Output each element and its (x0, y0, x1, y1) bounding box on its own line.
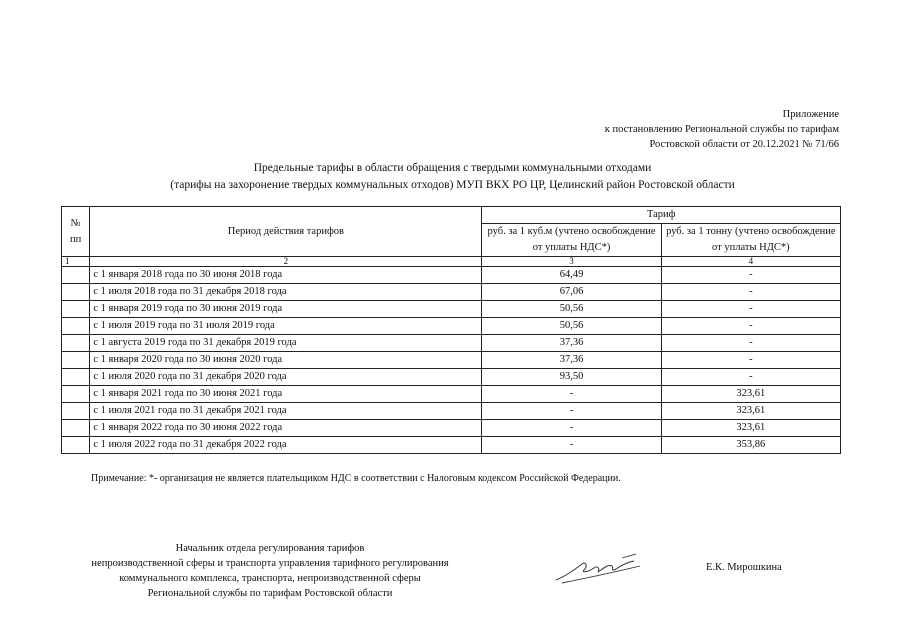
table-row (62, 403, 841, 420)
row-num (62, 284, 90, 301)
row-num (62, 267, 90, 284)
row-tariff-ton: 323,61 (661, 386, 840, 403)
row-tariff-ton: - (661, 267, 840, 284)
table-row (62, 267, 841, 284)
row-tariff-ton: 353,86 (661, 437, 840, 454)
row-tariff-ton: - (661, 352, 840, 369)
row-period: с 1 июля 2018 года по 31 декабря 2018 года (90, 284, 482, 301)
table-row (62, 335, 841, 352)
row-period: с 1 июля 2021 года по 31 декабря 2021 года (90, 403, 482, 420)
position-line-2: непроизводственной сферы и транспорта управления тарифного регулирования (91, 558, 449, 569)
signer-name: Е.К. Мирошкина (706, 562, 782, 573)
position-line-3: коммунального комплекса, транспорта, непроизводственной сферы (119, 573, 421, 584)
position-line-1: Начальник отдела регулирования тарифов (175, 543, 365, 554)
row-tariff-ton: - (661, 284, 840, 301)
header-period: Период действия тарифов (90, 207, 482, 257)
appendix-header (605, 107, 839, 152)
tariffs-table (61, 206, 841, 454)
position-line-4: Региональной службы по тарифам Ростовской области (147, 588, 393, 599)
row-period: с 1 января 2019 года по 30 июня 2019 года (90, 301, 482, 318)
table-row (62, 318, 841, 335)
table-row (62, 352, 841, 369)
row-period: с 1 июля 2022 года по 31 декабря 2022 года (90, 437, 482, 454)
title-line-2: (тарифы на захоронение твердых коммунальных отходов) МУП ВКХ РО ЦР, Целинский район Ростовской области (170, 179, 735, 191)
table-row (62, 301, 841, 318)
row-tariff-m3: 67,06 (482, 284, 661, 301)
handwritten-signature (552, 552, 652, 588)
column-index: 1 (62, 257, 90, 267)
row-tariff-m3: - (482, 386, 661, 403)
row-tariff-m3: 50,56 (482, 301, 661, 318)
header-unit-m3: руб. за 1 куб.м (учтено освобождение от уплаты НДС*) (482, 224, 661, 257)
table-row (62, 420, 841, 437)
row-period: с 1 января 2022 года по 30 июня 2022 года (90, 420, 482, 437)
row-tariff-ton: - (661, 318, 840, 335)
column-index: 4 (661, 257, 840, 267)
header-unit-ton: руб. за 1 тонну (учтено освобождение от уплаты НДС*) (661, 224, 840, 257)
row-period: с 1 января 2020 года по 30 июня 2020 года (90, 352, 482, 369)
document-title (0, 160, 905, 194)
row-tariff-m3: - (482, 403, 661, 420)
column-index: 2 (90, 257, 482, 267)
row-num (62, 386, 90, 403)
row-tariff-m3: - (482, 437, 661, 454)
appendix-line-2: к постановлению Региональной службы по тарифам (604, 124, 839, 135)
row-num (62, 437, 90, 454)
table-row (62, 284, 841, 301)
row-period: с 1 июля 2019 года по 31 июля 2019 года (90, 318, 482, 335)
table-row (62, 369, 841, 386)
row-tariff-m3: 64,49 (482, 267, 661, 284)
header-num: № пп (62, 207, 90, 257)
row-tariff-ton: - (661, 301, 840, 318)
column-index-row (62, 257, 841, 267)
appendix-line-1: Приложение (782, 109, 839, 120)
table-row (62, 437, 841, 454)
row-period: с 1 января 2018 года по 30 июня 2018 года (90, 267, 482, 284)
row-period: с 1 июля 2020 года по 31 декабря 2020 года (90, 369, 482, 386)
row-tariff-ton: 323,61 (661, 420, 840, 437)
footnote: Примечание: *- организация не является плательщиком НДС в соответствии с Налоговым кодексом Российской Федерации. (91, 473, 621, 484)
row-tariff-ton: 323,61 (661, 403, 840, 420)
row-num (62, 301, 90, 318)
row-tariff-m3: 37,36 (482, 335, 661, 352)
row-tariff-ton: - (661, 335, 840, 352)
row-num (62, 369, 90, 386)
row-num (62, 352, 90, 369)
row-tariff-m3: 37,36 (482, 352, 661, 369)
row-num (62, 335, 90, 352)
header-tariff: Тариф (482, 207, 841, 224)
appendix-line-3: Ростовской области от 20.12.2021 № 71/66 (649, 139, 839, 150)
row-tariff-ton: - (661, 369, 840, 386)
row-tariff-m3: 50,56 (482, 318, 661, 335)
row-period: с 1 августа 2019 года по 31 декабря 2019 года (90, 335, 482, 352)
signatory-position (60, 541, 480, 601)
row-tariff-m3: - (482, 420, 661, 437)
row-tariff-m3: 93,50 (482, 369, 661, 386)
row-num (62, 420, 90, 437)
column-index: 3 (482, 257, 661, 267)
row-num (62, 318, 90, 335)
row-period: с 1 января 2021 года по 30 июня 2021 года (90, 386, 482, 403)
row-num (62, 403, 90, 420)
title-line-1: Предельные тарифы в области обращения с твердыми коммунальными отходами (253, 162, 652, 174)
table-row (62, 386, 841, 403)
